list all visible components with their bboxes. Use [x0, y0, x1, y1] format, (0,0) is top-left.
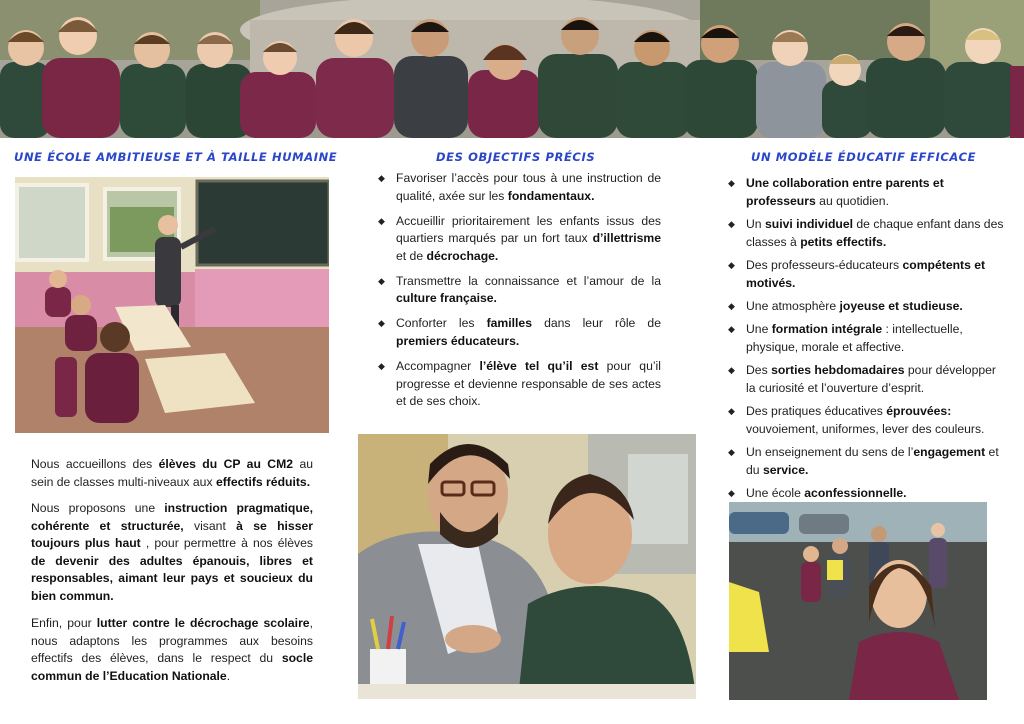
bold-text: décrochage.: [426, 248, 499, 263]
bold-text: éprouvées:: [886, 404, 952, 419]
bullet-icon: ◆: [378, 173, 385, 183]
intro-paragraph-3: [31, 615, 313, 685]
text-run: , nous adaptons les programmes aux besoins effectifs des élèves, dans le respect du: [31, 616, 313, 666]
classroom-illustration: [15, 177, 329, 433]
bullet-icon: ◆: [378, 360, 385, 371]
text-run: Un: [746, 216, 765, 231]
text-run: Transmettre la connaissance et l’amour de la: [396, 273, 661, 288]
bullet-icon: ◆: [728, 300, 735, 311]
teacher-student-photo: [358, 434, 696, 699]
objectives-list: [376, 170, 661, 418]
bullet-icon: ◆: [378, 215, 385, 226]
bullet-icon: ◆: [728, 447, 735, 458]
bold-text: aconfessionnelle.: [804, 486, 907, 501]
text-run: Conforter les: [396, 316, 487, 331]
text-run: dans leur rôle de: [531, 316, 661, 331]
teacher-student-illustration: [358, 434, 696, 699]
list-item: [726, 175, 1004, 210]
bold-text: effectifs réduits.: [215, 474, 311, 489]
intro-paragraph-1: [31, 456, 313, 491]
text-run: pour qu’il progresse et devienne responsable de ses actes et de ses choix.: [396, 358, 661, 409]
text-run: Nous proposons une: [31, 501, 165, 515]
text-run: , pour permettre à nos élèves: [140, 536, 313, 551]
bold-text: premiers éducateurs.: [396, 333, 520, 348]
text-run: au sein de classes multi-niveaux aux: [31, 457, 314, 489]
text-run: et du: [746, 445, 999, 477]
banner-photo: [0, 0, 1024, 138]
text-run: Une école: [746, 486, 805, 501]
list-item: [726, 321, 1004, 356]
students-banner-illustration: [0, 0, 1024, 138]
heading-educational-model: UN MODÈLE ÉDUCATIF EFFICACE: [751, 150, 977, 164]
text-run: vouvoiement, uniformes, lever des couleurs.: [746, 421, 985, 436]
text-run: Accueillir prioritairement les enfants issus des quartiers marqués par un fort taux: [396, 213, 661, 246]
text-run: et de: [396, 248, 427, 263]
bold-text: l’élève tel qu’il est: [479, 358, 599, 373]
list-item: [376, 213, 661, 266]
bullet-icon: ◆: [728, 406, 735, 417]
bold-text: culture française.: [396, 291, 497, 306]
bullet-icon: ◆: [728, 259, 735, 270]
bullet-icon: ◆: [728, 365, 735, 376]
bullet-icon: ◆: [728, 488, 735, 499]
text-run: Un enseignement du sens de l’: [746, 445, 914, 460]
bullet-icon: ◆: [728, 178, 735, 188]
text-run: : intellectuelle, physique, morale et affective.: [746, 322, 963, 354]
text-run: Des: [746, 363, 772, 378]
bullet-icon: ◆: [378, 318, 385, 329]
text-run: Nous accueillons des: [31, 457, 159, 471]
bullet-icon: ◆: [728, 324, 735, 335]
bold-text: socle commun de l’Education Nationale: [31, 651, 313, 683]
list-item: [376, 170, 661, 205]
bold-text: compétents et motivés.: [746, 257, 986, 290]
bullet-icon: ◆: [728, 218, 735, 229]
list-item: [726, 216, 1004, 251]
heading-objectives: DES OBJECTIFS PRÉCIS: [436, 150, 596, 164]
bullet-icon: ◆: [378, 275, 385, 286]
text-run: Enfin, pour: [31, 616, 97, 630]
intro-paragraph-2: [31, 500, 313, 606]
list-item: [726, 485, 1004, 503]
bold-text: petits effectifs.: [800, 234, 887, 249]
bold-text: joyeuse et studieuse.: [839, 298, 963, 313]
children-outdoor-photo: [729, 502, 987, 700]
bold-text: sorties hebdomadaires: [771, 363, 905, 378]
list-item: [726, 444, 1004, 479]
text-run: Favoriser l’accès pour tous à une instruction de qualité, axée sur les: [396, 171, 661, 203]
bold-text: Une collaboration entre parents et professeurs: [746, 176, 944, 208]
list-item: [726, 257, 1004, 292]
bold-text: lutter contre le décrochage scolaire: [96, 616, 310, 630]
text-run: Des professeurs-éducateurs: [746, 257, 903, 272]
bold-text: élèves du CP au CM2: [158, 457, 294, 471]
bold-text: instruction pragmatique, cohérente et structurée,: [31, 501, 313, 533]
bold-text: suivi individuel: [764, 216, 854, 231]
list-item: [376, 315, 661, 350]
text-run: .: [226, 668, 231, 683]
list-item: [376, 273, 661, 308]
bold-text: à se hisser toujours plus haut: [31, 518, 313, 551]
text-run: Une atmosphère: [746, 298, 840, 313]
list-item: [376, 358, 661, 411]
classroom-photo: [15, 177, 329, 433]
children-outdoor-illustration: [729, 502, 987, 700]
text-run: Des pratiques éducatives: [746, 404, 887, 419]
text-run: Une: [746, 322, 772, 337]
bold-text: service.: [762, 462, 809, 477]
list-item: [726, 403, 1004, 438]
bold-text: engagement: [913, 445, 986, 460]
list-item: [726, 362, 1004, 397]
list-item: [726, 298, 1004, 316]
text-run: au quotidien.: [815, 193, 889, 208]
text-run: de chaque enfant dans des classes à: [746, 216, 1004, 249]
bold-text: de devenir des adultes épanouis, libres et responsables, aimant leur pays et soucieux du bien commun.: [31, 553, 313, 603]
bold-text: formation intégrale: [771, 322, 883, 337]
bold-text: d’illettrisme: [592, 231, 661, 246]
text-run: Accompagner: [396, 358, 480, 373]
text-run: pour développer la curiosité et l’ouverture d’esprit.: [746, 363, 996, 395]
educational-model-list: [726, 175, 1004, 509]
bold-text: fondamentaux.: [507, 188, 595, 203]
heading-ambitious-school: UNE ÉCOLE AMBITIEUSE ET À TAILLE HUMAINE: [14, 150, 338, 164]
bold-text: familles: [486, 316, 532, 331]
text-run: visant: [183, 518, 237, 533]
